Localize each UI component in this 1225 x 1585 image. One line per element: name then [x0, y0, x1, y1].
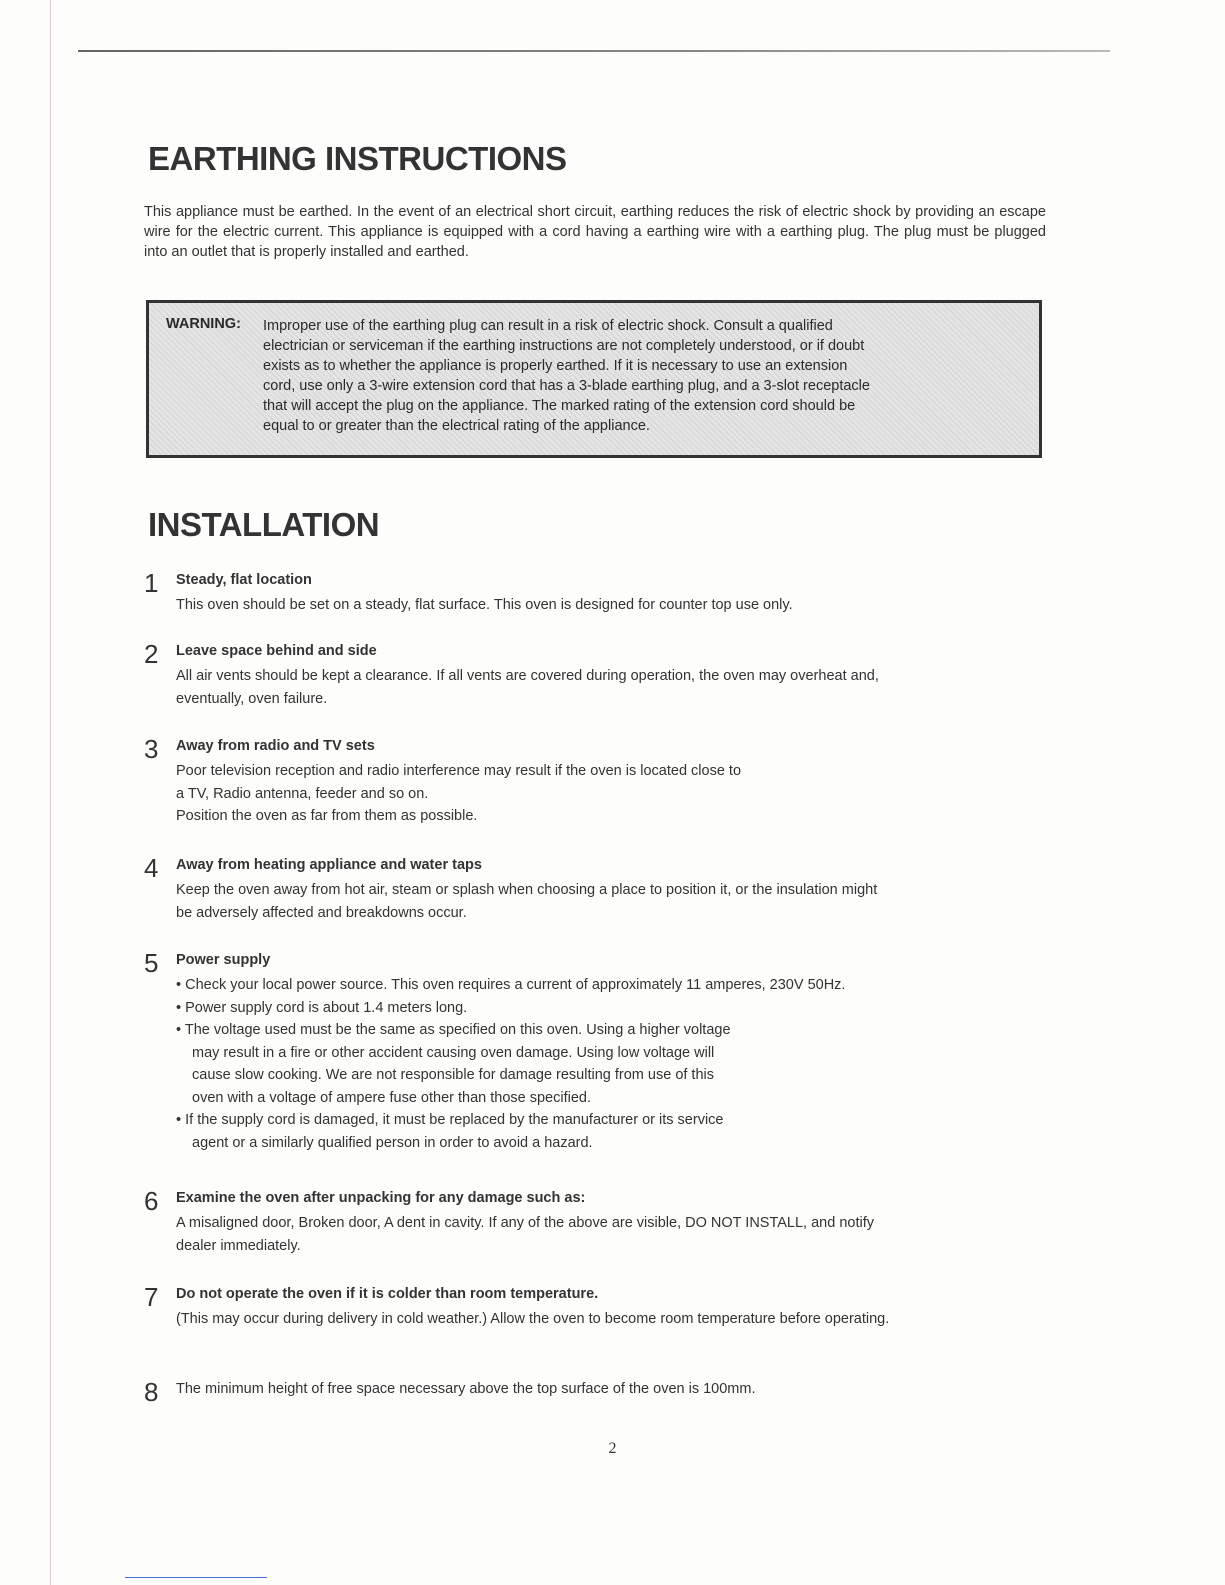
- item-line: A misaligned door, Broken door, A dent in cavity. If any of the above are visible, DO NOT INSTALL, and notify: [176, 1215, 874, 1231]
- warning-line: Improper use of the earthing plug can result in a risk of electric shock. Consult a qualified: [263, 318, 833, 334]
- page-number: 2: [608, 1440, 617, 1457]
- warning-line: electrician or serviceman if the earthing instructions are not completely understood, or if doubt: [263, 338, 865, 354]
- item-body: [176, 665, 1046, 710]
- item-line: dealer immediately.: [176, 1237, 301, 1254]
- page-edge-line: [50, 0, 51, 1585]
- item-title: Leave space behind and side: [176, 643, 377, 659]
- item-body: [176, 879, 1046, 924]
- item-line: • Check your local power source. This oven requires a current of approximately 11 amperes, 230V 50Hz.: [176, 977, 846, 993]
- warning-line: equal to or greater than the electrical rating of the appliance.: [263, 418, 650, 434]
- item-line: oven with a voltage of ampere fuse other than those specified.: [192, 1089, 591, 1106]
- item-number: 4: [144, 853, 159, 883]
- item-body: [176, 760, 1046, 828]
- earthing-heading: EARTHING INSTRUCTIONS: [148, 140, 567, 177]
- item-line: • Power supply cord is about 1.4 meters long.: [176, 999, 468, 1016]
- item-number: 6: [144, 1186, 159, 1216]
- warning-line: exists as to whether the appliance is properly earthed. If it is necessary to use an extension: [263, 358, 848, 374]
- item-line: All air vents should be kept a clearance. If all vents are covered during operation, the oven may overheat and,: [176, 668, 879, 684]
- warning-line: cord, use only a 3-wire extension cord that has a 3-blade earthing plug, and a 3-slot receptacle: [263, 378, 870, 394]
- item-body: [176, 1212, 1046, 1257]
- item-number: 8: [144, 1377, 159, 1407]
- item-body: [176, 594, 1046, 617]
- item-number: 1: [144, 568, 159, 598]
- item-line: • The voltage used must be the same as specified on this oven. Using a higher voltage: [176, 1022, 731, 1038]
- item-number: 5: [144, 948, 159, 978]
- warning-text: [263, 316, 1023, 436]
- item-line: Position the oven as far from them as possible.: [176, 808, 478, 824]
- bottom-edge-line: [125, 1577, 267, 1578]
- item-title: Power supply: [176, 952, 271, 968]
- item-number: 7: [144, 1282, 159, 1312]
- item-line: • If the supply cord is damaged, it must be replaced by the manufacturer or its service: [176, 1112, 724, 1128]
- item-line: eventually, oven failure.: [176, 690, 328, 707]
- item-text: The minimum height of free space necessary above the top surface of the oven is 100mm.: [176, 1381, 756, 1397]
- top-rule: [78, 50, 1110, 52]
- installation-heading: INSTALLATION: [148, 506, 380, 543]
- item-title: Steady, flat location: [176, 572, 312, 588]
- item-title: Away from radio and TV sets: [176, 738, 375, 754]
- item-title: Away from heating appliance and water taps: [176, 857, 482, 873]
- item-line: cause slow cooking. We are not responsible for damage resulting from use of this: [192, 1067, 714, 1083]
- item-line: Keep the oven away from hot air, steam or splash when choosing a place to position it, or the insulation might: [176, 882, 878, 898]
- item-line: (This may occur during delivery in cold weather.) Allow the oven to become room temperature before operating.: [176, 1311, 890, 1327]
- item-title: Do not operate the oven if it is colder than room temperature.: [176, 1286, 599, 1302]
- warning-line: that will accept the plug on the appliance. The marked rating of the extension cord should be: [263, 398, 856, 414]
- item-line: may result in a fire or other accident causing oven damage. Using low voltage will: [192, 1044, 715, 1061]
- item-line: be adversely affected and breakdowns occur.: [176, 904, 467, 921]
- warning-box: [146, 300, 1042, 458]
- item-line: Poor television reception and radio interference may result if the oven is located close to: [176, 763, 742, 779]
- item-line: agent or a similarly qualified person in order to avoid a hazard.: [192, 1134, 593, 1151]
- item-body: [176, 974, 1046, 1154]
- earthing-intro: This appliance must be earthed. In the event of an electrical short circuit, earthing reduces the risk of electric shock by providing an escape wire for the electric current. This appliance is equipped with a cord having a earthing wire with a earthing plug. The plug must be plugged into an outlet that is properly installed and earthed.: [144, 204, 1046, 260]
- item-number: 3: [144, 734, 159, 764]
- item-number: 2: [144, 639, 159, 669]
- item-title: Examine the oven after unpacking for any damage such as:: [176, 1190, 586, 1206]
- item-line: a TV, Radio antenna, feeder and so on.: [176, 785, 429, 802]
- item-line: This oven should be set on a steady, flat surface. This oven is designed for counter top use only.: [176, 597, 793, 613]
- item-body: [176, 1308, 1046, 1331]
- warning-label: WARNING:: [166, 316, 241, 332]
